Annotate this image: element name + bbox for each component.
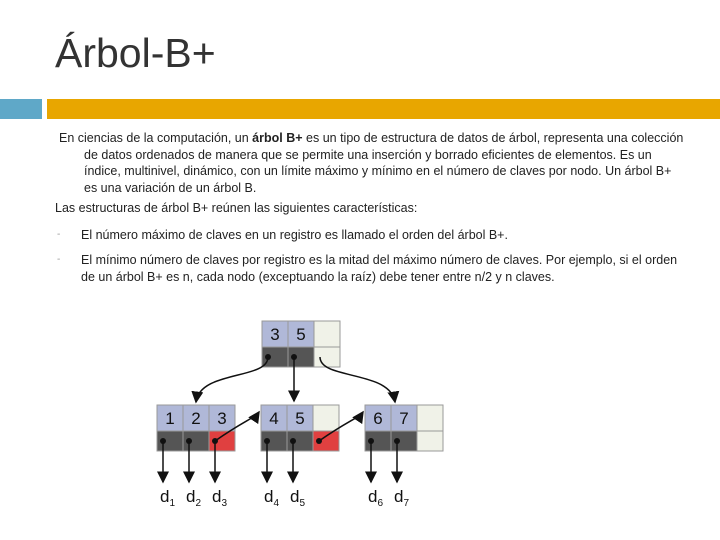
leaf-node-key-label: 6 bbox=[373, 409, 383, 428]
intro-text-end: es un tipo de estructura de datos de árbol, representa una colección de datos ordenados de manera que se permite una inserción y borrado eficientes de elementos. Es un índice, multinivel, dinámico, con un límite máximo y mínimo en el número de claves por nodo. Un árbol B+ es una variación de un árbol B. bbox=[84, 131, 684, 195]
data-label: $d_7$ bbox=[394, 487, 410, 509]
leaf-node-key-label: 5 bbox=[295, 409, 305, 428]
data-label: $d_5$ bbox=[290, 487, 306, 509]
intro-bold-term: árbol B+ bbox=[252, 131, 303, 145]
root-node-key-label: 5 bbox=[296, 325, 306, 344]
leaf-node-key-label: 4 bbox=[269, 409, 279, 428]
data-label: $d_1$ bbox=[160, 487, 176, 509]
data-label: $d_6$ bbox=[368, 487, 384, 509]
data-label: $d_3$ bbox=[212, 487, 228, 509]
data-label: $d_2$ bbox=[186, 487, 202, 509]
leaf-node-key-label: 3 bbox=[217, 409, 227, 428]
leaf-node-key-label: 7 bbox=[399, 409, 409, 428]
page-title: Árbol-B+ bbox=[55, 30, 216, 76]
intro-text-start: En ciencias de la computación, un bbox=[59, 131, 253, 145]
data-label: $d_4$ bbox=[264, 487, 280, 509]
leaf-node-key-cell bbox=[313, 405, 339, 431]
root-node-key-label: 3 bbox=[270, 325, 280, 344]
characteristics-lead: Las estructuras de árbol B+ reúnen las siguientes características: bbox=[55, 201, 418, 215]
bullet-text: El mínimo número de claves por registro es la mitad del máximo número de claves. Por ejemplo, si el orden de un árbol B+ es n, cada nodo (exceptuando la raíz) debe tener entre n/2 y n claves. bbox=[81, 253, 678, 284]
leaf-node-key-label: 2 bbox=[191, 409, 201, 428]
leaf-node-pointer-cell bbox=[417, 431, 443, 451]
bullet-marker: - bbox=[57, 228, 61, 240]
leaf-node-key-cell bbox=[417, 405, 443, 431]
root-node-pointer-cell bbox=[314, 347, 340, 367]
root-node-key-cell bbox=[314, 321, 340, 347]
bullet-marker: - bbox=[57, 254, 61, 265]
root-arrow bbox=[196, 357, 268, 402]
leaf-node-key-label: 1 bbox=[165, 409, 175, 428]
bullet-text: El número máximo de claves en un registro es llamado el orden del árbol B+. bbox=[81, 227, 508, 242]
